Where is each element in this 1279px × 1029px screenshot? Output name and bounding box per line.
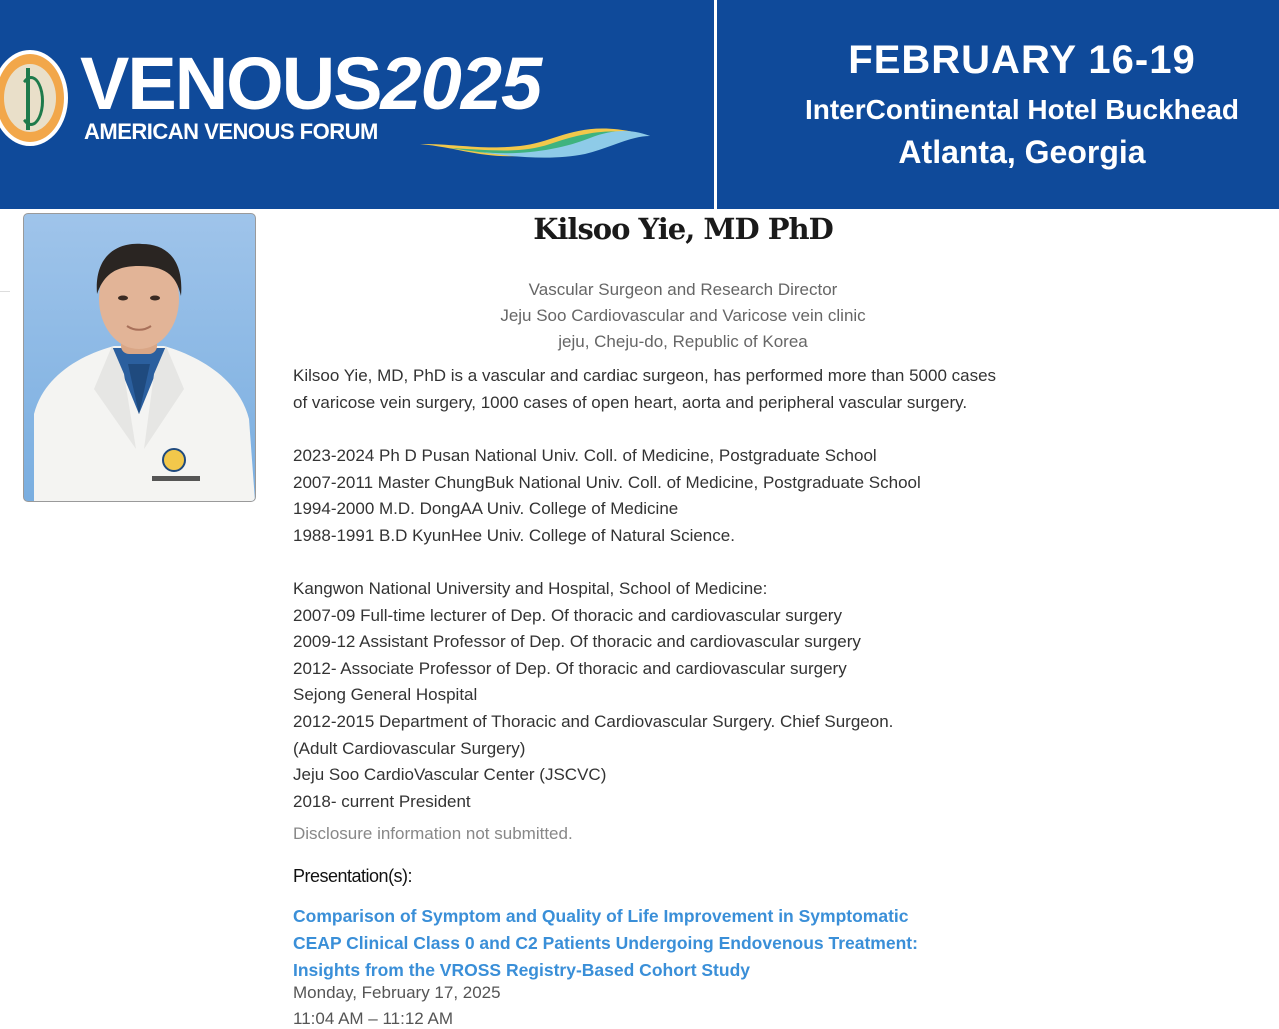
education-line: 1994-2000 M.D. DongAA Univ. College of Medicine xyxy=(293,499,679,519)
career-line: Jeju Soo CardioVascular Center (JSCVC) xyxy=(293,765,607,785)
education-line: 2007-2011 Master ChungBuk National Univ. Coll. of Medicine, Postgraduate School xyxy=(293,472,921,492)
presentation-date: Monday, February 17, 2025 xyxy=(293,983,501,1002)
career-line: 2012-2015 Department of Thoracic and Cardiovascular Surgery. Chief Surgeon. xyxy=(293,711,894,731)
caduceus-snake-icon xyxy=(18,76,44,126)
career-line: 2007-09 Full-time lecturer of Dep. Of thoracic and cardiovascular surgery xyxy=(293,605,842,625)
speaker-organization: Jeju Soo Cardiovascular and Varicose vein clinic xyxy=(500,306,866,325)
logo-word: VENOUS xyxy=(80,42,381,125)
conference-dates: FEBRUARY 16-19 xyxy=(848,38,1196,82)
conference-banner xyxy=(0,0,1279,209)
career-line: 2009-12 Assistant Professor of Dep. Of thoracic and cardiovascular surgery xyxy=(293,632,861,652)
logo-subtitle: AMERICAN VENOUS FORUM xyxy=(84,119,378,144)
presentations-heading: Presentation(s): xyxy=(293,866,413,886)
bio-line: of varicose vein surgery, 1000 cases of open heart, aorta and peripheral vascular surgery. xyxy=(293,392,968,412)
presentation-title-line: CEAP Clinical Class 0 and C2 Patients Undergoing Endovenous Treatment: xyxy=(293,933,918,953)
logo-year: 2025 xyxy=(380,42,542,125)
career-line: Kangwon National University and Hospital, School of Medicine: xyxy=(293,579,768,598)
career-line: Sejong General Hospital xyxy=(293,685,478,705)
bio-education xyxy=(293,443,1093,549)
wave-logo-icon xyxy=(420,110,650,160)
speaker-photo xyxy=(23,213,256,502)
bio-career xyxy=(293,576,1093,815)
disclosure-note: Disclosure information not submitted. xyxy=(293,824,573,843)
speaker-portrait-image xyxy=(24,214,255,501)
career-line: 2018- current President xyxy=(293,791,471,811)
conference-city: Atlanta, Georgia xyxy=(898,134,1146,170)
presentation-time: 11:04 AM – 11:12 AM xyxy=(293,1009,454,1028)
venous-forum-seal-logo xyxy=(0,50,68,146)
education-line: 2023-2024 Ph D Pusan National Univ. Coll. of Medicine, Postgraduate School xyxy=(293,446,877,465)
education-line: 1988-1991 B.D KyunHee Univ. College of Natural Science. xyxy=(293,525,735,545)
presentation-title-line: Comparison of Symptom and Quality of Life Improvement in Symptomatic xyxy=(293,906,909,926)
divider xyxy=(0,291,10,292)
bio-line: Kilsoo Yie, MD, PhD is a vascular and cardiac surgeon, has performed more than 5000 cases xyxy=(293,366,997,385)
speaker-name: Kilsoo Yie, MD PhD xyxy=(533,212,833,246)
presentation-title-line: Insights from the VROSS Registry-Based Cohort Study xyxy=(293,960,750,980)
bio-intro xyxy=(293,363,1093,416)
conference-venue: InterContinental Hotel Buckhead xyxy=(804,94,1240,125)
career-line: (Adult Cardiovascular Surgery) xyxy=(293,738,526,758)
speaker-location: jeju, Cheju-do, Republic of Korea xyxy=(558,332,808,351)
presentation-title-link[interactable] xyxy=(293,903,1093,984)
speaker-title: Vascular Surgeon and Research Director xyxy=(528,280,838,299)
career-line: 2012- Associate Professor of Dep. Of thoracic and cardiovascular surgery xyxy=(293,658,847,678)
